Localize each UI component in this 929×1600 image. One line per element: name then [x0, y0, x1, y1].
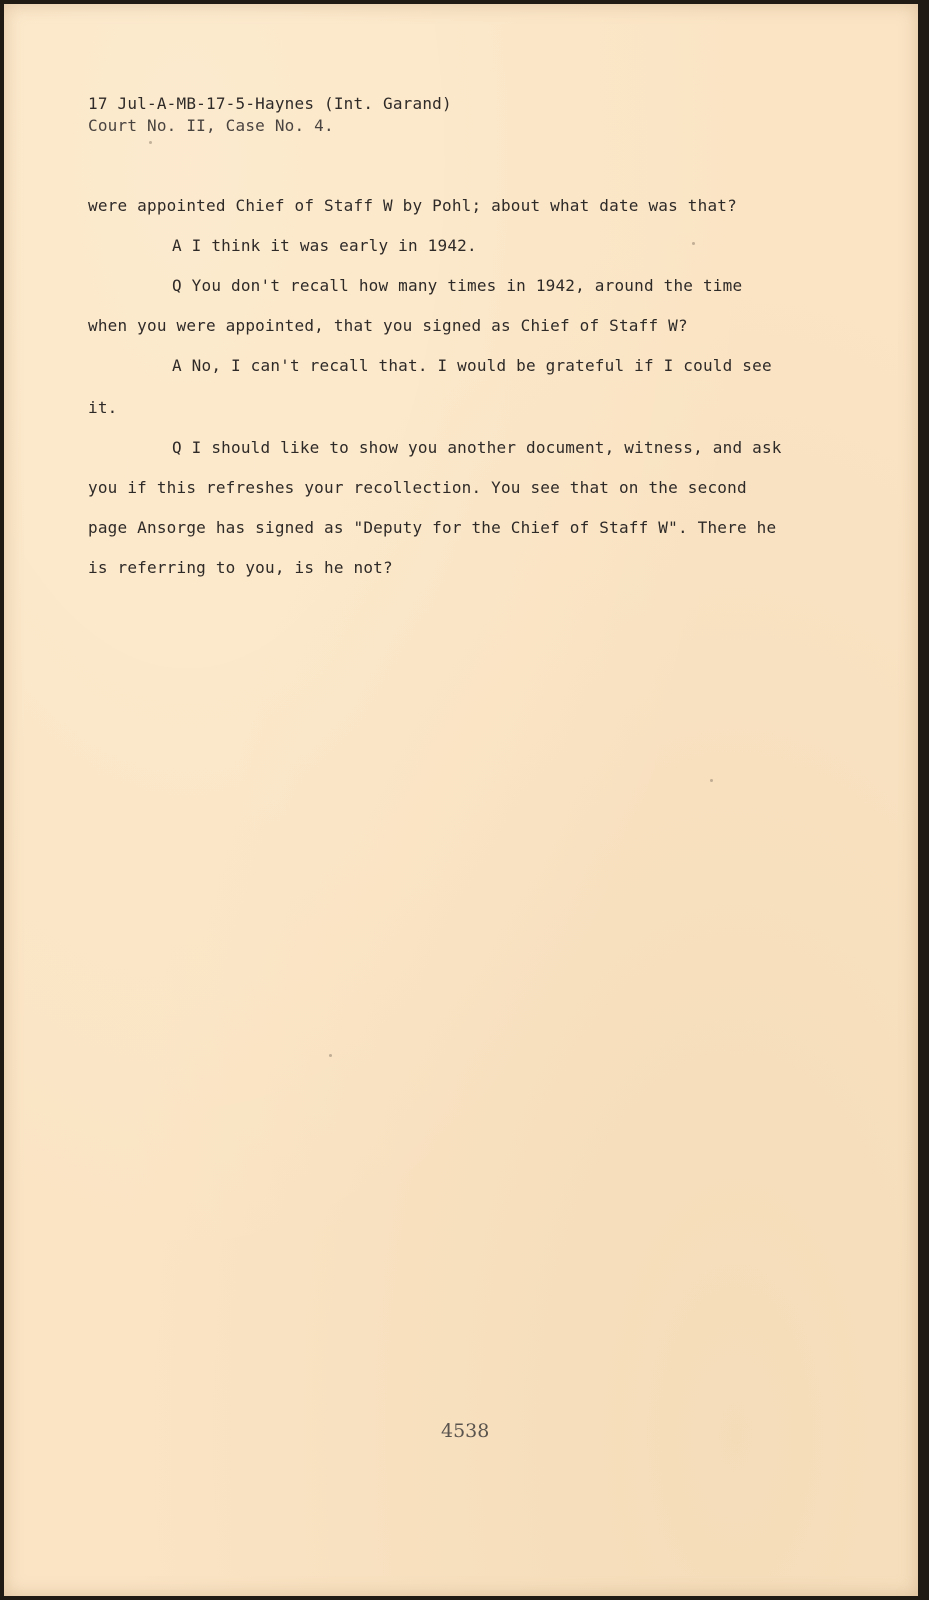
header-case-reference: 17 Jul-A-MB-17-5-Haynes (Int. Garand) — [88, 94, 452, 113]
page-number: 4538 — [441, 1420, 490, 1442]
paper-speck — [149, 141, 152, 144]
transcript-line: page Ansorge has signed as "Deputy for the Chief of Staff W". There he — [88, 518, 777, 537]
paper-speck — [692, 242, 695, 245]
transcript-line: when you were appointed, that you signed as Chief of Staff W? — [88, 316, 688, 335]
transcript-line: is referring to you, is he not? — [88, 558, 393, 577]
paper-speck — [710, 779, 713, 782]
transcript-answer: A No, I can't recall that. I would be grateful if I could see — [172, 356, 772, 375]
transcript-answer: A I think it was early in 1942. — [172, 236, 477, 255]
header-court-case: Court No. II, Case No. 4. — [88, 116, 334, 135]
transcript-line: were appointed Chief of Staff W by Pohl; about what date was that? — [88, 196, 737, 215]
transcript-line: you if this refreshes your recollection. You see that on the second — [88, 478, 747, 497]
document-page — [4, 4, 918, 1596]
paper-speck — [329, 1054, 332, 1057]
transcript-question: Q You don't recall how many times in 1942, around the time — [172, 276, 743, 295]
transcript-line: it. — [88, 398, 118, 417]
transcript-question: Q I should like to show you another document, witness, and ask — [172, 438, 782, 457]
